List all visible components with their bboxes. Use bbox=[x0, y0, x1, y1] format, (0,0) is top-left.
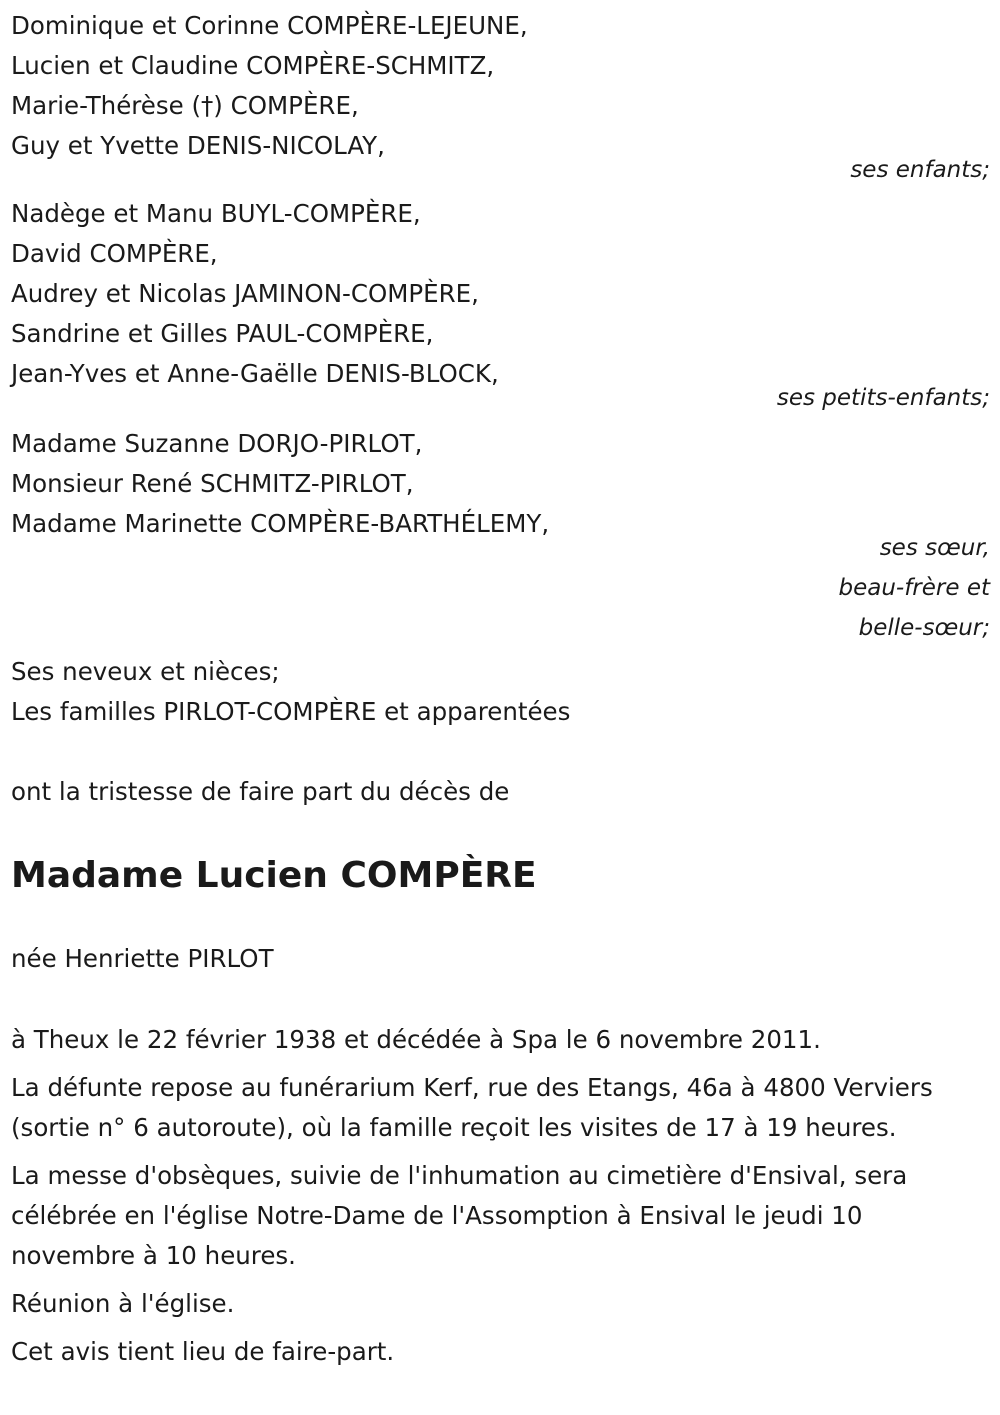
children-line-2: Lucien et Claudine COMPÈRE-SCHMITZ, bbox=[11, 51, 495, 80]
grandchildren-line-4: Sandrine et Gilles PAUL-COMPÈRE, bbox=[11, 319, 434, 348]
children-group bbox=[11, 6, 990, 190]
siblings-role-1: ses sœur, bbox=[879, 535, 990, 561]
others-group bbox=[11, 652, 990, 732]
children-line-1: Dominique et Corinne COMPÈRE-LEJEUNE, bbox=[11, 11, 528, 40]
grandchildren-line-3: Audrey et Nicolas JAMINON-COMPÈRE, bbox=[11, 279, 479, 308]
others-line-2: Les familles PIRLOT-COMPÈRE et apparentées bbox=[11, 697, 571, 726]
grandchildren-group bbox=[11, 194, 990, 418]
announcement: ont la tristesse de faire part du décès de bbox=[11, 777, 510, 806]
siblings-role-3: belle-sœur; bbox=[858, 615, 990, 641]
children-line-4: Guy et Yvette DENIS-NICOLAY, bbox=[11, 131, 385, 160]
funeral-mass-paragraph: La messe d'obsèques, suivie de l'inhumation au cimetière d'Ensival, sera célébrée en l'église Notre-Dame de l'Assomption à Ensival le jeudi 10 novembre à 10 heures. bbox=[11, 1161, 908, 1270]
notice-paragraph: Cet avis tient lieu de faire-part. bbox=[11, 1337, 395, 1366]
children-role: ses enfants; bbox=[850, 157, 990, 183]
grandchildren-line-2: David COMPÈRE, bbox=[11, 239, 218, 268]
siblings-group bbox=[11, 424, 990, 648]
deceased-name: Madame Lucien COMPÈRE bbox=[11, 855, 537, 896]
siblings-line-3: Madame Marinette COMPÈRE-BARTHÉLEMY, bbox=[11, 509, 550, 538]
grandchildren-line-1: Nadège et Manu BUYL-COMPÈRE, bbox=[11, 199, 421, 228]
siblings-role-2: beau-frère et bbox=[838, 575, 990, 601]
siblings-line-1: Madame Suzanne DORJO-PIRLOT, bbox=[11, 429, 423, 458]
siblings-line-2: Monsieur René SCHMITZ-PIRLOT, bbox=[11, 469, 414, 498]
grandchildren-role: ses petits-enfants; bbox=[776, 385, 990, 411]
birth-name: née Henriette PIRLOT bbox=[11, 944, 274, 973]
birth-death-paragraph: à Theux le 22 février 1938 et décédée à Spa le 6 novembre 2011. bbox=[11, 1025, 821, 1054]
grandchildren-line-5: Jean-Yves et Anne-Gaëlle DENIS-BLOCK, bbox=[11, 359, 499, 388]
children-line-3: Marie-Thérèse (†) COMPÈRE, bbox=[11, 91, 359, 120]
reunion-paragraph: Réunion à l'église. bbox=[11, 1289, 235, 1318]
others-line-1: Ses neveux et nièces; bbox=[11, 657, 280, 686]
funeral-home-paragraph: La défunte repose au funérarium Kerf, rue des Etangs, 46a à 4800 Verviers (sortie n° 6 autoroute), où la famille reçoit les visites de 17 à 19 heures. bbox=[11, 1073, 933, 1142]
